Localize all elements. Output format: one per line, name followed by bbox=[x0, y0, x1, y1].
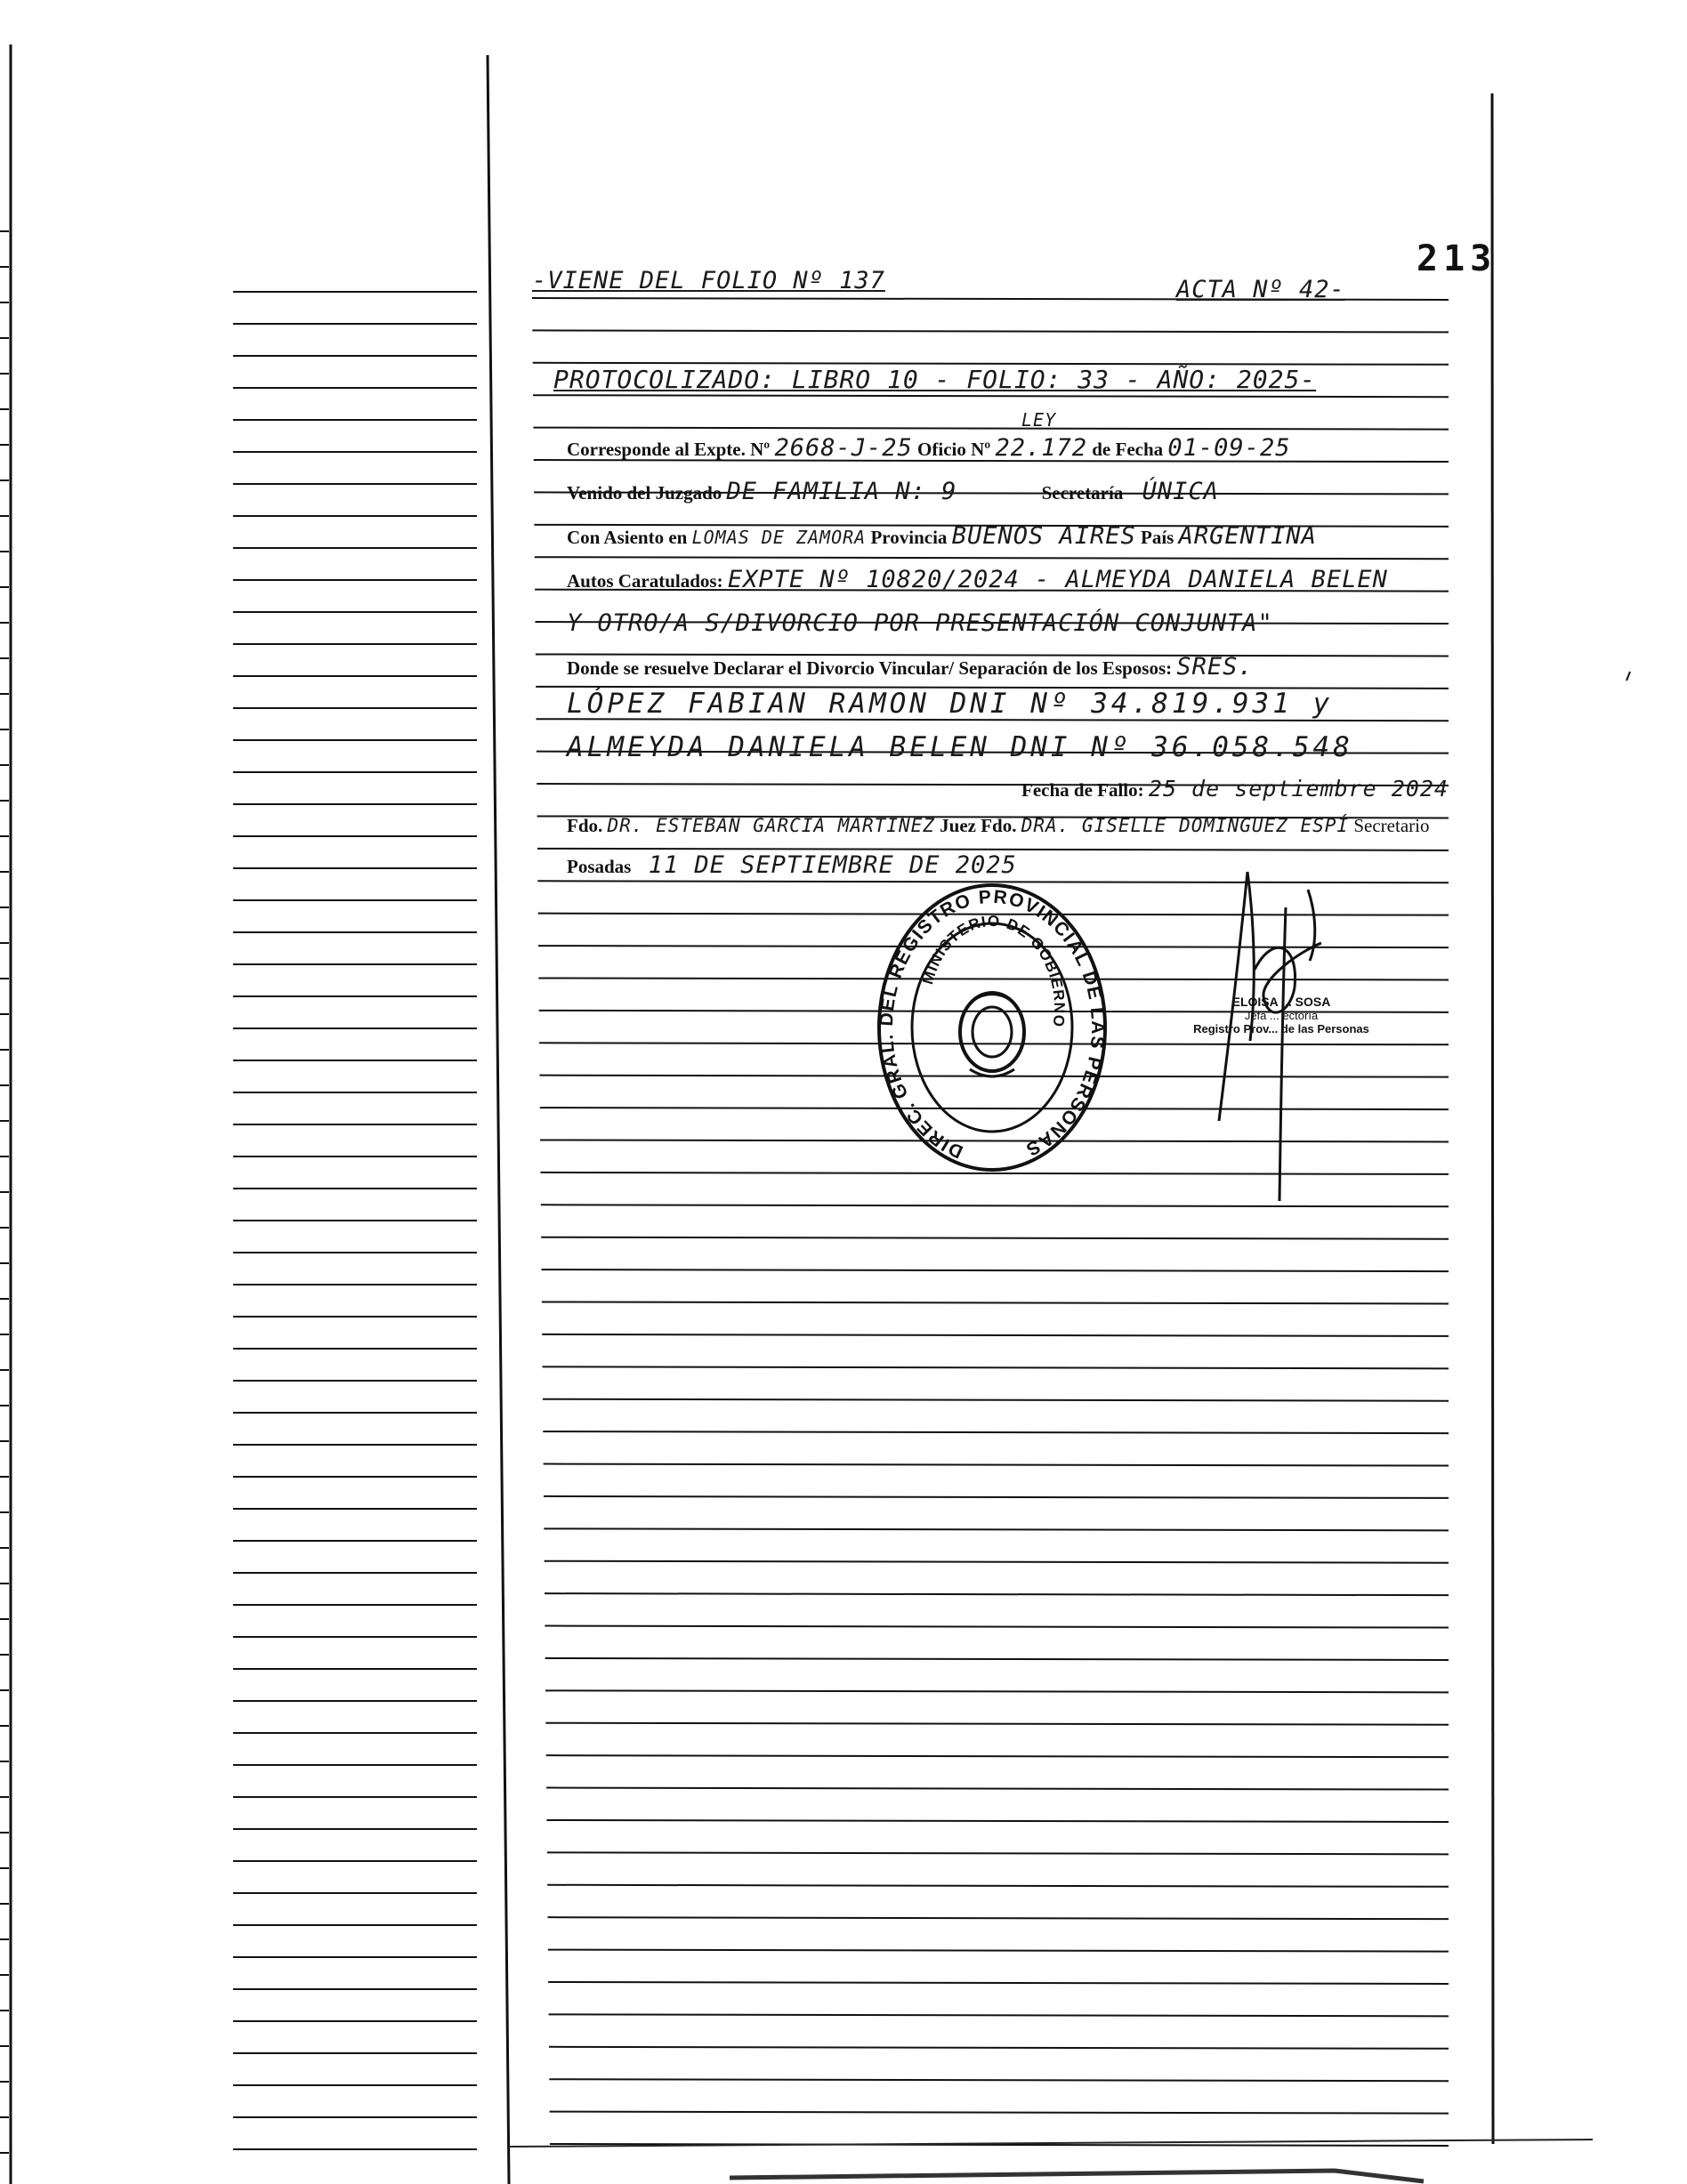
form-row-juzgado bbox=[567, 478, 1219, 505]
oficio-value: 22.172 bbox=[995, 434, 1087, 462]
main-rule bbox=[537, 849, 1449, 850]
form-row-esposa bbox=[567, 731, 1353, 763]
main-rule bbox=[542, 1334, 1449, 1336]
main-rule bbox=[546, 1788, 1449, 1790]
asiento-value: LOMAS DE ZAMORA bbox=[691, 527, 867, 548]
juzgado-label: Venido del Juzgado bbox=[567, 482, 722, 504]
main-rule bbox=[533, 428, 1449, 430]
main-rule bbox=[547, 1852, 1449, 1854]
signatory-role: Jefa ... ectoría bbox=[1244, 1009, 1319, 1022]
viene-del-folio: -VIENE DEL FOLIO Nº 137 bbox=[532, 267, 885, 294]
provincia-label: Provincia bbox=[870, 527, 948, 548]
form-row-expediente bbox=[567, 434, 1290, 462]
main-rule bbox=[544, 1496, 1449, 1498]
protocolizado-line: PROTOCOLIZADO: LIBRO 10 - FOLIO: 33 - AÑO: 2025- bbox=[553, 365, 1317, 394]
acta-number: ACTA Nº 42- bbox=[1176, 276, 1345, 303]
posadas-value: 11 DE SEPTIEMBRE DE 2025 bbox=[648, 851, 1017, 879]
main-rule bbox=[545, 1658, 1449, 1660]
signatory-name: ELOISA ... SOSA bbox=[1231, 995, 1331, 1009]
juez-label: Juez Fdo. bbox=[940, 815, 1017, 836]
main-rule bbox=[545, 1723, 1449, 1725]
resuelve-value: SRES. bbox=[1176, 653, 1254, 681]
main-rule bbox=[541, 1205, 1449, 1206]
main-rule bbox=[533, 395, 1449, 397]
form-row-autos-cont bbox=[567, 609, 1273, 637]
autos-value: EXPTE Nº 10820/2024 - ALMEYDA DANIELA BELEN bbox=[727, 566, 1388, 593]
main-rule bbox=[548, 1917, 1449, 1919]
expte-label: Corresponde al Expte. Nº bbox=[567, 439, 771, 460]
page-number: 213 bbox=[1417, 238, 1497, 279]
main-rule bbox=[548, 1982, 1449, 1984]
main-rule bbox=[541, 1237, 1449, 1239]
secretario-value: DRA. GISELLE DOMINGUEZ ESPÍ bbox=[1021, 815, 1350, 836]
coat-of-arms-icon bbox=[960, 993, 1024, 1076]
main-rule bbox=[543, 1399, 1449, 1401]
ley-annotation: LEY bbox=[1021, 409, 1057, 431]
form-row-autos bbox=[567, 566, 1388, 593]
fecha-label: de Fecha bbox=[1092, 439, 1164, 460]
autos-value-cont: Y OTRO/A S/DIVORCIO POR PRESENTACIÓN CONJUNTA" bbox=[567, 609, 1273, 637]
secretario-label: Secretario bbox=[1353, 815, 1430, 836]
main-rule bbox=[544, 1528, 1449, 1530]
main-rule bbox=[548, 1950, 1449, 1952]
main-rule bbox=[546, 1820, 1449, 1822]
main-rule bbox=[545, 1561, 1449, 1563]
main-rule bbox=[535, 557, 1449, 559]
main-rule bbox=[542, 1302, 1449, 1304]
fdo-label: Fdo. bbox=[567, 815, 603, 836]
main-rule bbox=[543, 1366, 1449, 1368]
svg-text:MINISTERIO DE GOBIERNO bbox=[919, 913, 1068, 1028]
esposa-value: ALMEYDA DANIELA BELEN DNI Nº 36.058.548 bbox=[567, 731, 1353, 763]
form-row-asiento bbox=[567, 522, 1317, 550]
esposo-value: LÓPEZ FABIAN RAMON DNI Nº 34.819.931 y bbox=[567, 688, 1334, 720]
fecha-value: 01-09-25 bbox=[1167, 434, 1291, 462]
form-row-posadas bbox=[567, 851, 1017, 879]
expte-value: 2668-J-25 bbox=[774, 434, 913, 462]
juez-value: DR. ESTEBAN GARCIA MARTINEZ bbox=[607, 815, 935, 836]
oficio-label: Oficio Nº bbox=[917, 439, 991, 460]
form-row-resuelve bbox=[567, 653, 1254, 681]
main-rule bbox=[549, 2014, 1449, 2016]
stamp-outer-text: DIREC. GRAL. DEL REGISTRO PROVINCIAL DE LAS PERSONAS bbox=[876, 886, 1108, 1163]
main-rule bbox=[550, 2112, 1449, 2114]
signatory-org: Registro Prov... de las Personas bbox=[1193, 1022, 1369, 1036]
main-rule bbox=[545, 1593, 1449, 1595]
autos-label: Autos Caratulados: bbox=[567, 570, 723, 592]
provincia-value: BUENOS AIRES bbox=[951, 522, 1136, 550]
main-rule bbox=[543, 1431, 1449, 1433]
fallo-value: 25 de septiembre 2024 bbox=[1148, 776, 1449, 802]
asiento-label: Con Asiento en bbox=[567, 527, 688, 548]
posadas-label: Posadas bbox=[567, 856, 632, 877]
resuelve-label: Donde se resuelve Declarar el Divorcio Vincular/ Separación de los Esposos: bbox=[567, 657, 1173, 679]
main-rule bbox=[546, 1755, 1449, 1757]
secretaria-value: ÚNICA bbox=[1142, 478, 1219, 505]
main-rule bbox=[549, 2079, 1449, 2081]
main-rule bbox=[544, 1464, 1449, 1466]
main-rule bbox=[545, 1690, 1449, 1692]
main-rule bbox=[547, 1885, 1449, 1887]
form-row-esposo bbox=[567, 688, 1333, 720]
official-stamp bbox=[876, 881, 1108, 1174]
main-rule bbox=[549, 2047, 1449, 2049]
secretaria-label: Secretaría bbox=[1041, 482, 1124, 504]
pais-value: ARGENTINA bbox=[1178, 522, 1317, 550]
main-rule bbox=[532, 330, 1449, 332]
pais-label: País bbox=[1141, 527, 1174, 548]
juzgado-value: DE FAMILIA N: 9 bbox=[726, 478, 957, 505]
fallo-label: Fecha de Fallo: bbox=[1021, 779, 1144, 801]
form-row-firmantes bbox=[567, 815, 1429, 837]
main-rule bbox=[545, 1626, 1449, 1628]
stamp-inner-text: MINISTERIO DE GOBIERNO bbox=[919, 912, 1069, 1029]
form-row-fallo bbox=[1021, 776, 1449, 802]
main-rule bbox=[542, 1269, 1449, 1271]
signature-block bbox=[1157, 995, 1406, 1036]
